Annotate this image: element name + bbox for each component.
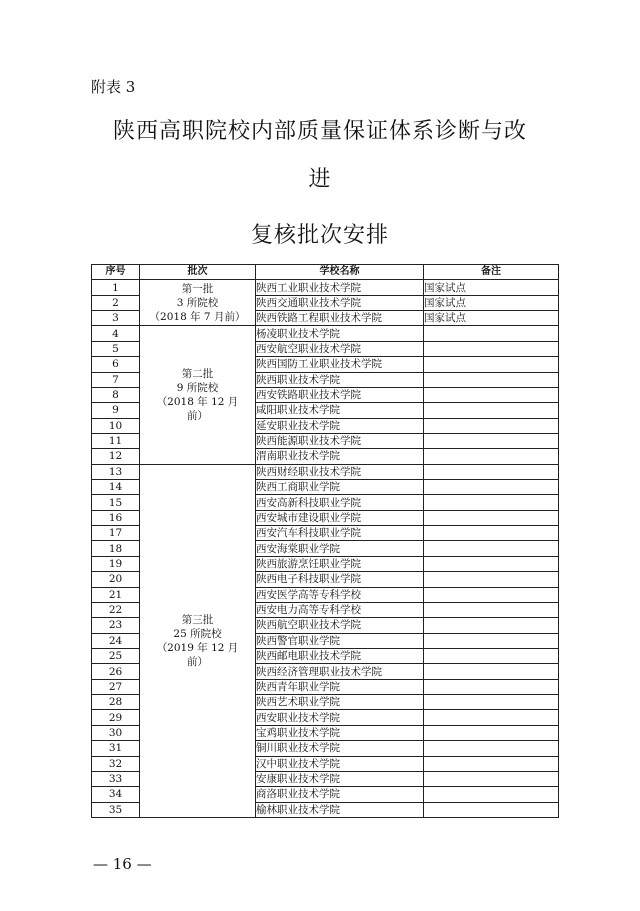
school-note — [424, 372, 559, 387]
row-number: 32 — [92, 756, 140, 771]
school-name: 陕西经济管理职业技术学院 — [256, 664, 424, 679]
school-note — [424, 480, 559, 495]
school-note — [424, 802, 559, 817]
page-title-line-1: 陕西高职院校内部质量保证体系诊断与改 — [112, 119, 527, 144]
row-number: 24 — [92, 633, 140, 648]
table-header-row — [92, 265, 559, 280]
row-number: 29 — [92, 710, 140, 725]
school-note — [424, 695, 559, 710]
row-number: 3 — [92, 311, 140, 326]
school-name: 渭南职业技术学院 — [256, 449, 424, 464]
school-name: 咸阳职业技术学院 — [256, 403, 424, 418]
batch-line: 前） — [187, 410, 208, 423]
row-number: 31 — [92, 741, 140, 756]
row-number: 8 — [92, 387, 140, 402]
batch-line: 25 所院校 — [173, 627, 222, 640]
school-note — [424, 526, 559, 541]
row-number: 2 — [92, 295, 140, 310]
school-note — [424, 587, 559, 602]
school-name: 宝鸡职业技术学院 — [256, 725, 424, 740]
row-number: 1 — [92, 280, 140, 295]
school-note — [424, 403, 559, 418]
row-number: 34 — [92, 787, 140, 802]
page-subtitle: 复核批次安排 — [250, 223, 389, 248]
batch-cell — [140, 464, 256, 817]
school-name: 陕西铁路工程职业技术学院 — [256, 311, 424, 326]
batch-line: （2018 年 7 月前） — [149, 310, 246, 323]
school-note — [424, 572, 559, 587]
school-note — [424, 710, 559, 725]
row-number: 11 — [92, 433, 140, 448]
school-note — [424, 433, 559, 448]
school-name: 陕西旅游烹饪职业学院 — [256, 556, 424, 571]
row-number: 21 — [92, 587, 140, 602]
row-number: 26 — [92, 664, 140, 679]
batch-line: 第二批 — [181, 368, 214, 381]
row-number: 16 — [92, 510, 140, 525]
row-number: 15 — [92, 495, 140, 510]
page-number: — 16 — — [93, 855, 152, 873]
school-name: 陕西交通职业技术学院 — [256, 295, 424, 310]
school-name: 延安职业技术学院 — [256, 418, 424, 433]
school-name: 西安医学高等专科学校 — [256, 587, 424, 602]
batch-line: 3 所院校 — [176, 296, 219, 309]
batch-line: 9 所院校 — [176, 382, 219, 395]
school-note — [424, 664, 559, 679]
school-note — [424, 618, 559, 633]
school-note — [424, 679, 559, 694]
batch-cell — [140, 280, 256, 326]
school-name: 陕西工业职业技术学院 — [256, 280, 424, 295]
row-number: 6 — [92, 357, 140, 372]
batch-line: （2018 年 12 月 — [156, 396, 239, 409]
table-body — [92, 280, 559, 818]
school-name: 西安城市建设职业学院 — [256, 510, 424, 525]
school-name: 陕西艺术职业学院 — [256, 695, 424, 710]
school-name: 西安职业技术学院 — [256, 710, 424, 725]
school-note — [424, 464, 559, 479]
school-name: 汉中职业技术学院 — [256, 756, 424, 771]
school-name: 陕西警官职业学院 — [256, 633, 424, 648]
school-name: 安康职业技术学院 — [256, 771, 424, 786]
row-number: 19 — [92, 556, 140, 571]
row-number: 33 — [92, 771, 140, 786]
school-note: 国家试点 — [424, 280, 559, 295]
school-note — [424, 418, 559, 433]
batch-cell — [140, 326, 256, 464]
school-name: 西安海棠职业学院 — [256, 541, 424, 556]
row-number: 13 — [92, 464, 140, 479]
school-note: 国家试点 — [424, 311, 559, 326]
schedule-table — [91, 264, 559, 818]
school-note — [424, 449, 559, 464]
school-name: 铜川职业技术学院 — [256, 741, 424, 756]
row-number: 25 — [92, 648, 140, 663]
batch-line: 第三批 — [181, 613, 214, 626]
appendix-label: 附表 3 — [91, 78, 136, 96]
school-note — [424, 326, 559, 341]
row-number: 7 — [92, 372, 140, 387]
table-row — [92, 326, 559, 341]
row-number: 5 — [92, 341, 140, 356]
school-name: 陕西工商职业学院 — [256, 480, 424, 495]
school-note — [424, 510, 559, 525]
school-note — [424, 787, 559, 802]
school-name: 榆林职业技术学院 — [256, 802, 424, 817]
school-name: 陕西邮电职业技术学院 — [256, 648, 424, 663]
school-name: 陕西青年职业学院 — [256, 679, 424, 694]
school-note — [424, 602, 559, 617]
school-name: 西安汽车科技职业学院 — [256, 526, 424, 541]
school-note — [424, 725, 559, 740]
header-note: 备注 — [424, 265, 559, 280]
school-name: 陕西国防工业职业技术学院 — [256, 357, 424, 372]
row-number: 35 — [92, 802, 140, 817]
school-name: 西安电力高等专科学校 — [256, 602, 424, 617]
row-number: 12 — [92, 449, 140, 464]
school-note — [424, 541, 559, 556]
row-number: 4 — [92, 326, 140, 341]
batch-line: 前） — [187, 655, 208, 668]
row-number: 30 — [92, 725, 140, 740]
batch-line: （2019 年 12 月 — [156, 641, 239, 654]
school-note — [424, 357, 559, 372]
school-note — [424, 741, 559, 756]
school-name: 西安高新科技职业学院 — [256, 495, 424, 510]
school-note — [424, 648, 559, 663]
school-name: 陕西电子科技职业学院 — [256, 572, 424, 587]
school-name: 杨凌职业技术学院 — [256, 326, 424, 341]
header-batch: 批次 — [140, 265, 256, 280]
row-number: 20 — [92, 572, 140, 587]
school-name: 陕西职业技术学院 — [256, 372, 424, 387]
school-note — [424, 556, 559, 571]
header-school-name: 学校名称 — [256, 265, 424, 280]
page-title-line-2: 进 — [308, 167, 332, 192]
school-name: 西安铁路职业技术学院 — [256, 387, 424, 402]
school-note — [424, 771, 559, 786]
school-note: 国家试点 — [424, 295, 559, 310]
batch-line: 第一批 — [181, 282, 214, 295]
school-name: 陕西航空职业技术学院 — [256, 618, 424, 633]
school-name: 商洛职业技术学院 — [256, 787, 424, 802]
table-row — [92, 280, 559, 295]
row-number: 9 — [92, 403, 140, 418]
school-note — [424, 756, 559, 771]
school-name: 陕西财经职业技术学院 — [256, 464, 424, 479]
school-note — [424, 341, 559, 356]
school-name: 陕西能源职业技术学院 — [256, 433, 424, 448]
row-number: 14 — [92, 480, 140, 495]
row-number: 18 — [92, 541, 140, 556]
school-note — [424, 387, 559, 402]
row-number: 17 — [92, 526, 140, 541]
row-number: 10 — [92, 418, 140, 433]
row-number: 27 — [92, 679, 140, 694]
row-number: 23 — [92, 618, 140, 633]
header-no: 序号 — [92, 265, 140, 280]
school-note — [424, 495, 559, 510]
table-row — [92, 464, 559, 479]
row-number: 22 — [92, 602, 140, 617]
row-number: 28 — [92, 695, 140, 710]
school-name: 西安航空职业技术学院 — [256, 341, 424, 356]
school-note — [424, 633, 559, 648]
